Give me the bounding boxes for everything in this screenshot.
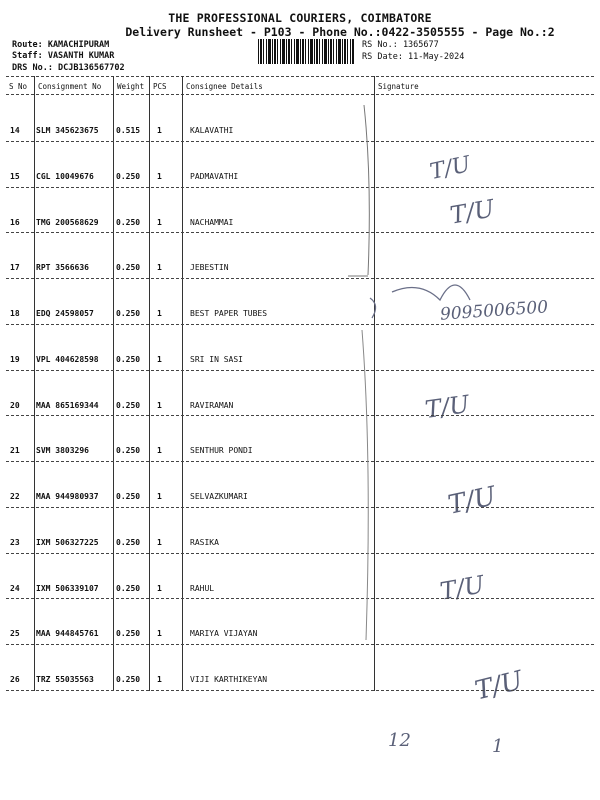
row-pcs: 1 [157, 400, 162, 410]
row-consignment-no: EDQ 24598057 [36, 309, 94, 318]
col-header-sno: S No [9, 82, 28, 91]
row-weight: 0.250 [116, 171, 141, 181]
staff-label: Staff: VASANTH KUMAR [12, 51, 115, 61]
row-pcs: 1 [157, 629, 162, 639]
col-header-consignment: Consignment No [38, 82, 102, 91]
route-label: Route: KAMACHIPURAM [12, 40, 110, 50]
row-consignee: MARIYA VIJAYAN [190, 629, 258, 639]
row-sno: 14 [10, 126, 20, 135]
row-consignee: VIJI KARTHIKEYAN [190, 675, 268, 684]
row-weight: 0.250 [116, 446, 141, 456]
row-pcs: 1 [157, 354, 162, 364]
row-signature: 9095006500 [439, 297, 549, 325]
row-weight: 0.250 [116, 400, 141, 410]
rs-number: RS No.: 1365677 [362, 40, 439, 50]
row-consignee: NACHAMMAI [190, 217, 234, 227]
row-weight: 0.250 [116, 309, 141, 318]
row-weight: 0.250 [116, 583, 141, 593]
document-subtitle: Delivery Runsheet - P103 - Phone No.:0422-3505555 - Page No.:2 [125, 25, 555, 39]
row-consignee: RAVIRAMAN [190, 400, 234, 410]
row-sno: 16 [10, 217, 20, 227]
row-weight: 0.250 [116, 263, 141, 273]
row-consignment-no: RPT 3566636 [36, 263, 89, 273]
row-consignment-no: TMG 200568629 [36, 217, 99, 227]
row-consignee: RASIKA [190, 537, 219, 547]
row-pcs: 1 [157, 537, 162, 547]
row-consignment-no: MAA 865169344 [36, 400, 99, 410]
row-signature: T/U [472, 665, 526, 707]
col-header-signature: Signature [378, 82, 419, 91]
row-consignee: SELVAZKUMARI [190, 492, 248, 501]
col-header-consignee: Consignee Details [186, 82, 263, 91]
rs-date: RS Date: 11-May-2024 [362, 52, 465, 62]
row-pcs: 1 [157, 263, 162, 273]
row-consignment-no: MAA 944845761 [36, 629, 99, 639]
row-pcs: 1 [157, 675, 162, 684]
row-pcs: 1 [157, 309, 162, 318]
row-consignment-no: SLM 345623675 [36, 126, 99, 135]
row-weight: 0.250 [116, 675, 141, 684]
row-consignee: RAHUL [190, 583, 215, 593]
row-pcs: 1 [157, 217, 162, 227]
row-sno: 18 [10, 309, 20, 318]
col-header-pcs: PCS [153, 82, 167, 91]
row-weight: 0.250 [116, 354, 141, 364]
footer-note: 12 [388, 730, 411, 751]
row-consignment-no: SVM 3803296 [36, 446, 89, 456]
row-signature: T/U [423, 389, 472, 424]
row-consignee: SENTHUR PONDI [190, 446, 253, 456]
row-sno: 17 [10, 263, 20, 273]
col-header-weight: Weight [117, 82, 145, 91]
footer-note: 1 [492, 736, 504, 757]
row-consignee: KALAVATHI [190, 126, 234, 135]
row-consignment-no: IXM 506327225 [36, 537, 99, 547]
row-sno: 25 [10, 629, 20, 639]
document-title: THE PROFESSIONAL COURIERS, COIMBATORE [168, 11, 432, 25]
row-sno: 20 [10, 400, 20, 410]
row-consignee: SRI IN SASI [190, 354, 243, 364]
row-weight: 0.250 [116, 492, 141, 501]
row-sno: 23 [10, 537, 20, 547]
row-consignment-no: MAA 944980937 [36, 492, 99, 501]
row-sno: 15 [10, 171, 20, 181]
row-pcs: 1 [157, 583, 162, 593]
row-sno: 26 [10, 675, 20, 684]
row-pcs: 1 [157, 126, 162, 135]
row-sno: 24 [10, 583, 20, 593]
row-signature: T/U [447, 193, 497, 230]
row-pcs: 1 [157, 492, 162, 501]
row-signature: T/U [437, 569, 487, 606]
row-consignee: JEBESTIN [190, 263, 229, 273]
row-sno: 22 [10, 492, 20, 501]
row-consignment-no: IXM 506339107 [36, 583, 99, 593]
row-consignment-no: VPL 404628598 [36, 354, 99, 364]
row-consignee: BEST PAPER TUBES [190, 309, 268, 318]
row-sno: 21 [10, 446, 20, 456]
row-weight: 0.250 [116, 217, 141, 227]
row-weight: 0.250 [116, 629, 141, 639]
drs-number: DRS No.: DCJB136567702 [12, 63, 125, 73]
row-pcs: 1 [157, 171, 162, 181]
row-consignment-no: CGL 10049676 [36, 171, 94, 181]
row-weight: 0.250 [116, 537, 141, 547]
row-consignment-no: TRZ 55035563 [36, 675, 94, 684]
row-consignee: PADMAVATHI [190, 171, 239, 181]
row-signature: T/U [427, 151, 473, 185]
row-signature: T/U [445, 481, 499, 521]
row-weight: 0.515 [116, 126, 141, 135]
row-pcs: 1 [157, 446, 162, 456]
row-sno: 19 [10, 354, 20, 364]
